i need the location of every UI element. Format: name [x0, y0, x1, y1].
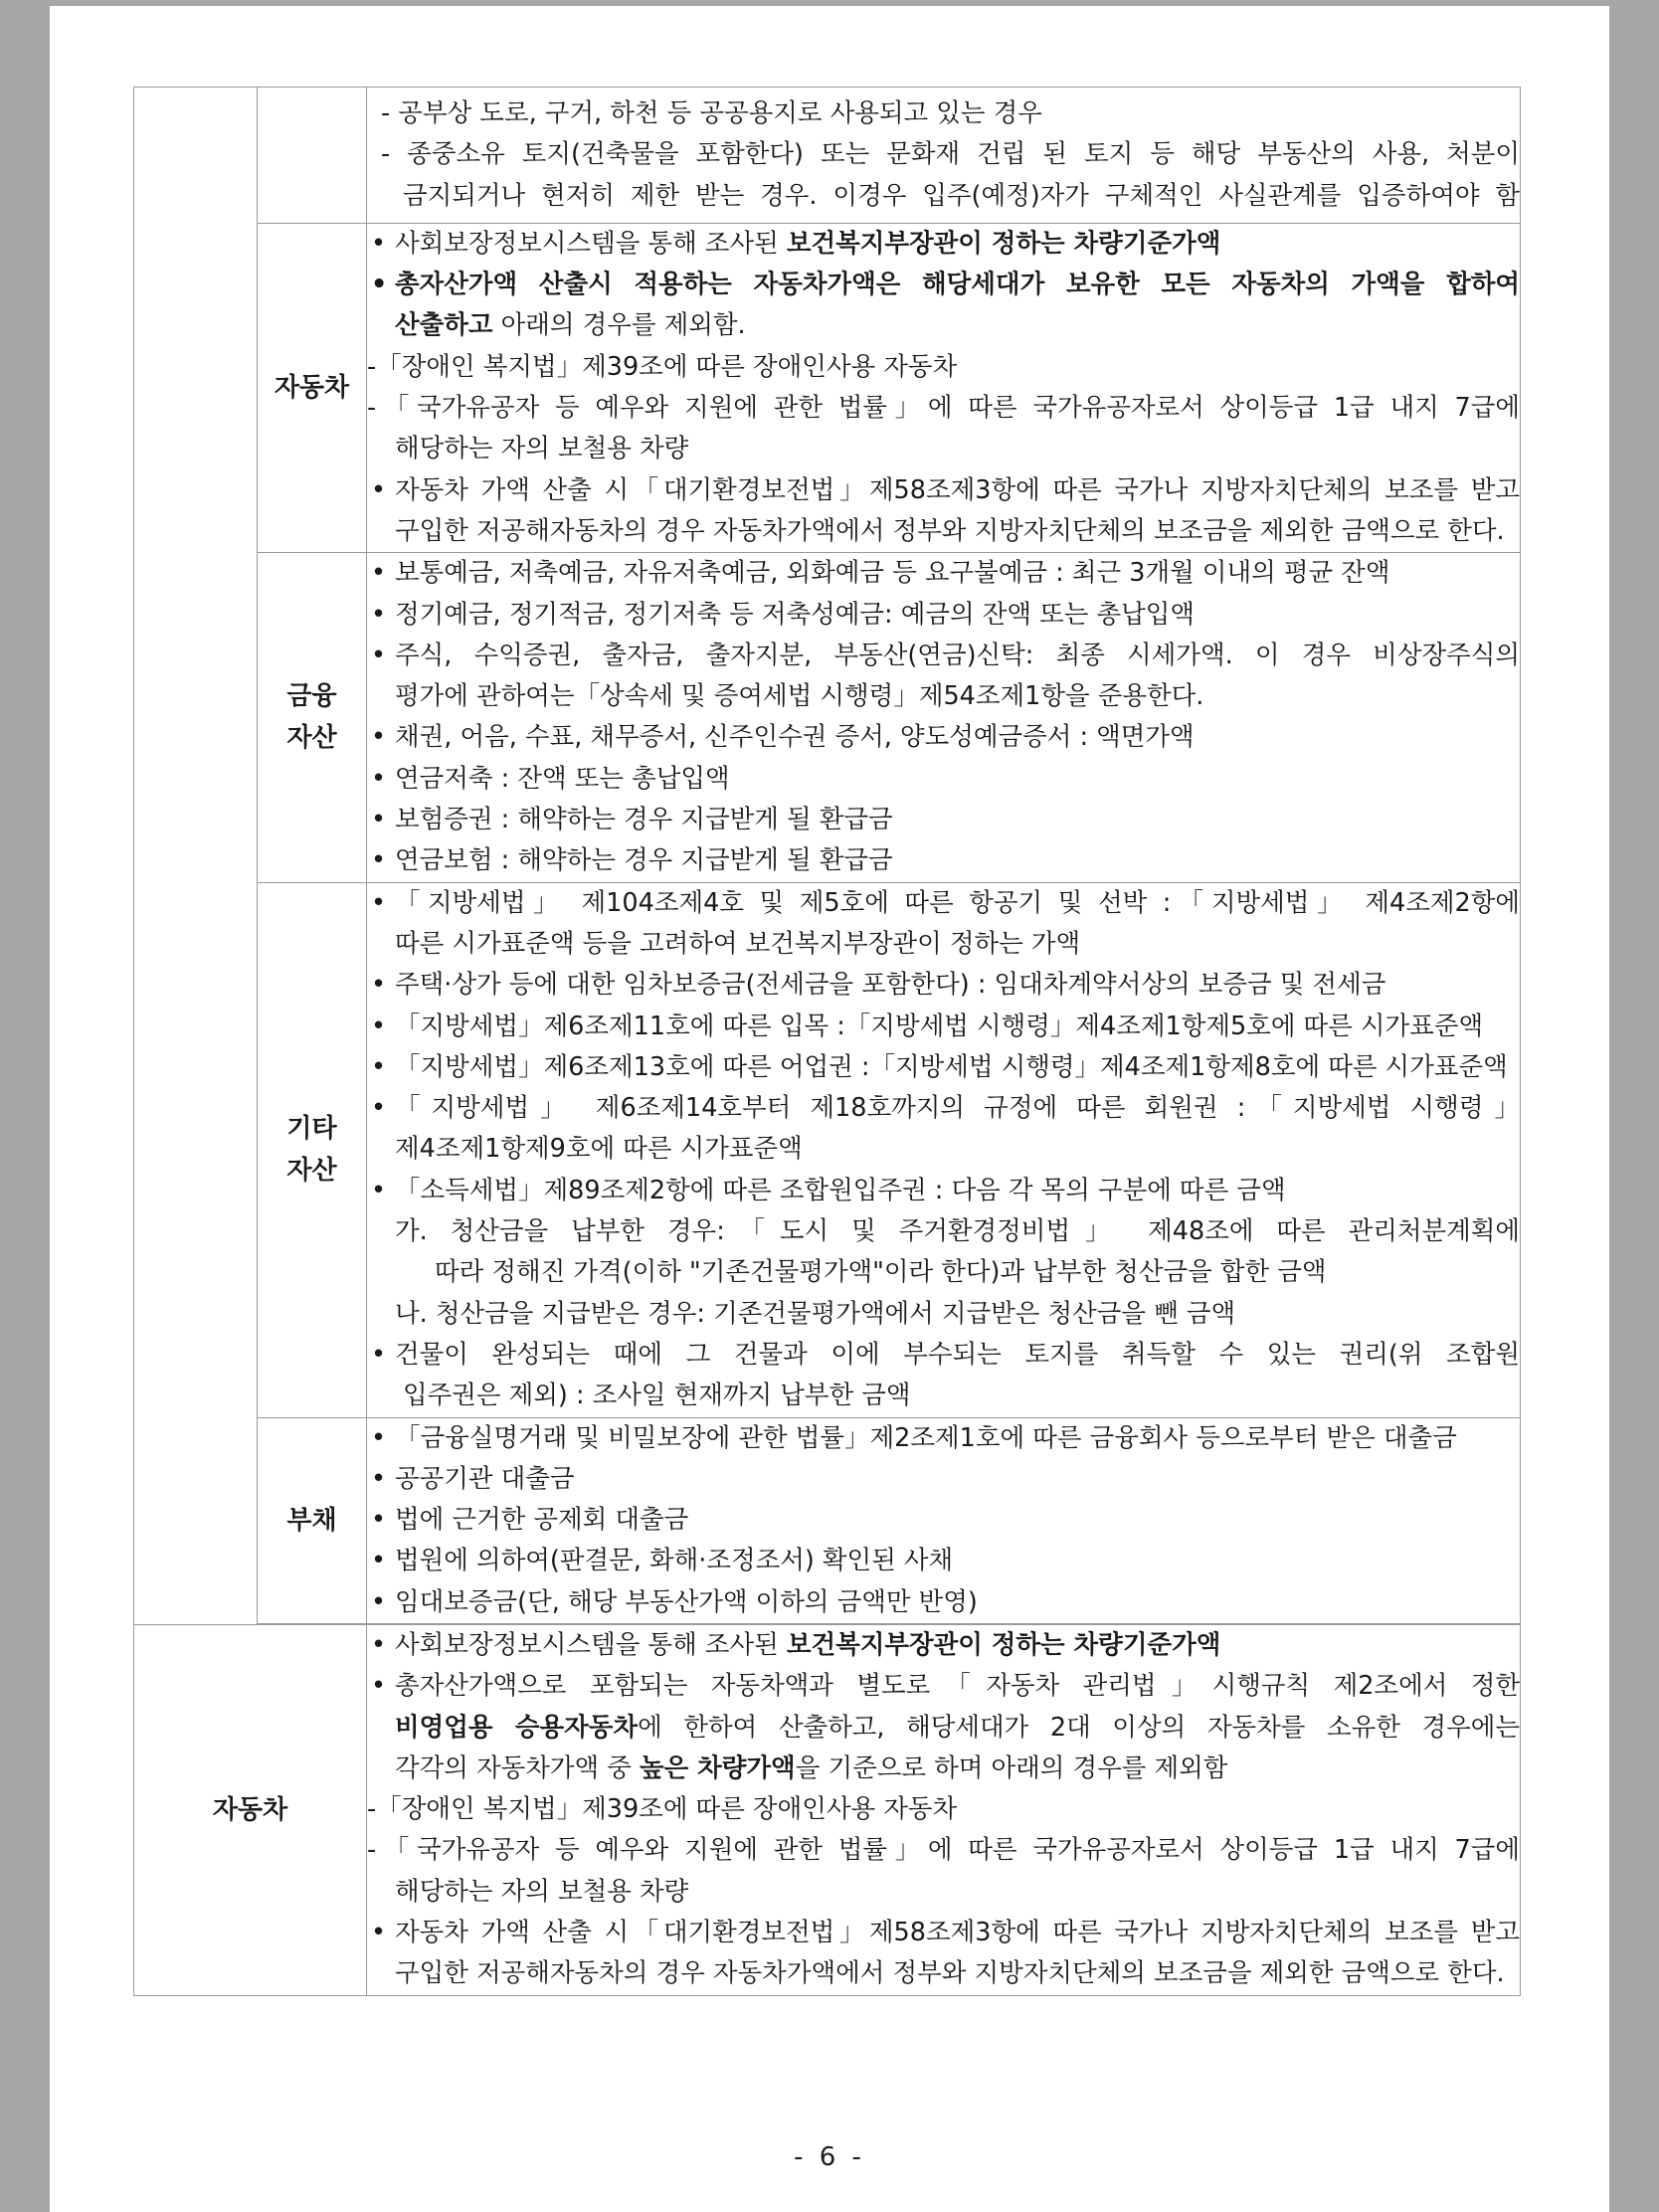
financial-category-label: 금융 자산: [258, 553, 367, 882]
list-item: • 주식, 수익증권, 출자금, 출자지분, 부동산(연금)신탁: 최종 시세가액. 이 경우 비상장주식의: [367, 636, 1520, 676]
list-item-continuation: 평가에 관하여는「상속세 및 증여세법 시행령」제54조제1항을 준용한다.: [395, 681, 1204, 712]
list-item-continuation: 입주권은 제외) : 조사일 현재까지 납부한 금액: [403, 1381, 911, 1411]
list-item: • 「금융실명거래 및 비밀보장에 관한 법률」제2조제1호에 따른 금융회사 등으로부터 받은 대출금: [367, 1418, 1520, 1459]
debt-content: [367, 1417, 1521, 1623]
list-item: • 총자산가액 산출시 적용하는 자동차가액은 해당세대가 보유한 모든 자동차의 가액을 합하여: [367, 265, 1520, 305]
list-item: • 「소득세법」제89조제2항에 따른 조합원입주권 : 다음 각 목의 구분에 따른 금액: [367, 1171, 1520, 1211]
sub-item: 나. 청산금을 지급받은 경우: 기존건물평가액에서 지급받은 청산금을 뺀 금액: [395, 1298, 1236, 1329]
list-item: • 임대보증금(단, 해당 부동산가액 이하의 금액만 반영): [367, 1582, 1520, 1623]
other-assets-category-label: 기타 자산: [258, 882, 367, 1417]
list-item: • 「지방세법」 제6조제14호부터 제18호까지의 규정에 따른 회원권 :「지방세법 시행령」: [367, 1088, 1520, 1129]
vehicle-category-label: 자동차: [258, 223, 367, 552]
vehicle-standalone-content: [367, 1624, 1521, 1995]
table-row-debt: [134, 1417, 1521, 1623]
list-item: • 「지방세법」제6조제13호에 따른 어업권 :「지방세법 시행령」제4조제1항제8호에 따른 시가표준액: [367, 1047, 1520, 1088]
list-item: • 법에 근거한 공제회 대출금: [367, 1500, 1520, 1541]
list-item: - 종중소유 토지(건축물을 포함한다) 또는 문화재 건립 된 토지 등 해당 부동산의 사용, 처분이: [381, 139, 1520, 170]
list-item-continuation: 구입한 저공해자동차의 경우 자동차가액에서 정부와 지방자치단체의 보조금을 제외한 금액으로 한다.: [395, 1958, 1505, 1989]
list-item: • 정기예금, 정기적금, 정기저축 등 저축성예금: 예금의 잔액 또는 총납입액: [367, 595, 1520, 636]
list-item: • 공공기관 대출금: [367, 1459, 1520, 1500]
list-item-continuation: 해당하는 자의 보철용 차량: [395, 1876, 689, 1907]
list-item-continuation: 각각의 자동차가액 중 높은 차량가액을 기준으로 하며 아래의 경우를 제외함: [395, 1752, 1228, 1783]
sub-item-continuation: 따라 정해진 가격(이하 "기존건물평가액"이라 한다)과 납부한 청산금을 합한 금액: [435, 1257, 1327, 1288]
financial-content: [367, 553, 1521, 882]
list-item: • 보험증권 : 해약하는 경우 지급받게 될 환급금: [367, 800, 1520, 840]
list-item: • 연금저축 : 잔액 또는 총납입액: [367, 759, 1520, 800]
list-item-continuation: 해당하는 자의 보철용 차량: [395, 434, 689, 464]
page-number: - 6 -: [794, 2142, 865, 2172]
list-item: • 주택·상가 등에 대한 임차보증금(전세금을 포함한다) : 임대차계약서상의 보증금 및 전세금: [367, 965, 1520, 1006]
list-item: • 법원에 의하여(판결문, 화해·조정조서) 확인된 사채: [367, 1541, 1520, 1581]
land-category-cell: [258, 88, 367, 224]
list-item: • 「지방세법」제6조제11호에 따른 입목 :「지방세법 시행령」제4조제1항제5호에 따른 시가표준액: [367, 1007, 1520, 1047]
list-item: - 공부상 도로, 구거, 하천 등 공공용지로 사용되고 있는 경우: [381, 98, 1042, 128]
list-item: -「국가유공자 등 예우와 지원에 관한 법률」에 따른 국가유공자로서 상이등급 1급 내지 7급에: [367, 393, 1520, 424]
list-item: • 총자산가액으로 포함되는 자동차액과 별도로「자동차 관리법」시행규칙 제2조에서 정한: [367, 1666, 1520, 1707]
list-item: • 「지방세법」 제104조제4호 및 제5호에 따른 항공기 및 선박 :「지방세법」 제4조제2항에: [367, 883, 1520, 924]
list-item-continuation: 금지되거나 현저히 제한 받는 경우. 이경우 입주(예정)자가 구체적인 사실관계를 입증하여야 함: [403, 180, 1520, 211]
property-criteria-table: [133, 87, 1521, 1996]
list-item-continuation: 따른 시가표준액 등을 고려하여 보건복지부장관이 정하는 가액: [395, 928, 1081, 959]
list-item: • 자동차 가액 산출 시「대기환경보전법」제58조제3항에 따른 국가나 지방자치단체의 보조를 받고: [367, 1913, 1520, 1953]
table-row-land-tail: [134, 88, 1521, 224]
land-tail-content: [367, 88, 1521, 224]
debt-category-label: 부채: [258, 1417, 367, 1623]
parent-category-cell: [134, 88, 258, 1625]
list-item-continuation: 비영업용 승용자동차에 한하여 산출하고, 해당세대가 2대 이상의 자동차를 소유한 경우에는: [395, 1712, 1520, 1743]
list-item-continuation: 제4조제1항제9호에 따른 시가표준액: [395, 1134, 803, 1165]
table-row-financial-assets: [134, 553, 1521, 882]
list-item: -「장애인 복지법」제39조에 따른 장애인사용 자동차: [367, 1794, 958, 1825]
document-page: [50, 6, 1609, 2212]
vehicle-content: [367, 223, 1521, 552]
other-assets-content: [367, 882, 1521, 1417]
list-item: • 보통예금, 저축예금, 자유저축예금, 외화예금 등 요구불예금 : 최근 3개월 이내의 평균 잔액: [367, 553, 1520, 594]
sub-item: 가. 청산금을 납부한 경우:「도시 및 주거환경정비법」 제48조에 따른 관리처분계획에: [395, 1216, 1520, 1247]
vehicle-standalone-category-label: 자동차: [134, 1624, 367, 1995]
list-item: • 건물이 완성되는 때에 그 건물과 이에 부수되는 토지를 취득할 수 있는 권리(위 조합원: [367, 1335, 1520, 1376]
list-item: -「장애인 복지법」제39조에 따른 장애인사용 자동차: [367, 351, 958, 382]
list-item-continuation: 산출하고 아래의 경우를 제외함.: [395, 310, 746, 341]
table-row-other-assets: [134, 882, 1521, 1417]
list-item-continuation: 구입한 저공해자동차의 경우 자동차가액에서 정부와 지방자치단체의 보조금을 제외한 금액으로 한다.: [395, 515, 1505, 546]
list-item: • 연금보험 : 해약하는 경우 지급받게 될 환급금: [367, 840, 1520, 881]
table-row-vehicle: [134, 223, 1521, 552]
list-item: • 사회보장정보시스템을 통해 조사된 보건복지부장관이 정하는 차량기준가액: [367, 224, 1520, 265]
table-row-vehicle-standalone: [134, 1624, 1521, 1995]
list-item: • 채권, 어음, 수표, 채무증서, 신주인수권 증서, 양도성예금증서 : 액면가액: [367, 717, 1520, 758]
list-item: -「국가유공자 등 예우와 지원에 관한 법률」에 따른 국가유공자로서 상이등급 1급 내지 7급에: [367, 1835, 1520, 1866]
list-item: • 사회보장정보시스템을 통해 조사된 보건복지부장관이 정하는 차량기준가액: [367, 1625, 1520, 1666]
list-item: • 자동차 가액 산출 시「대기환경보전법」제58조제3항에 따른 국가나 지방자치단체의 보조를 받고: [367, 470, 1520, 511]
